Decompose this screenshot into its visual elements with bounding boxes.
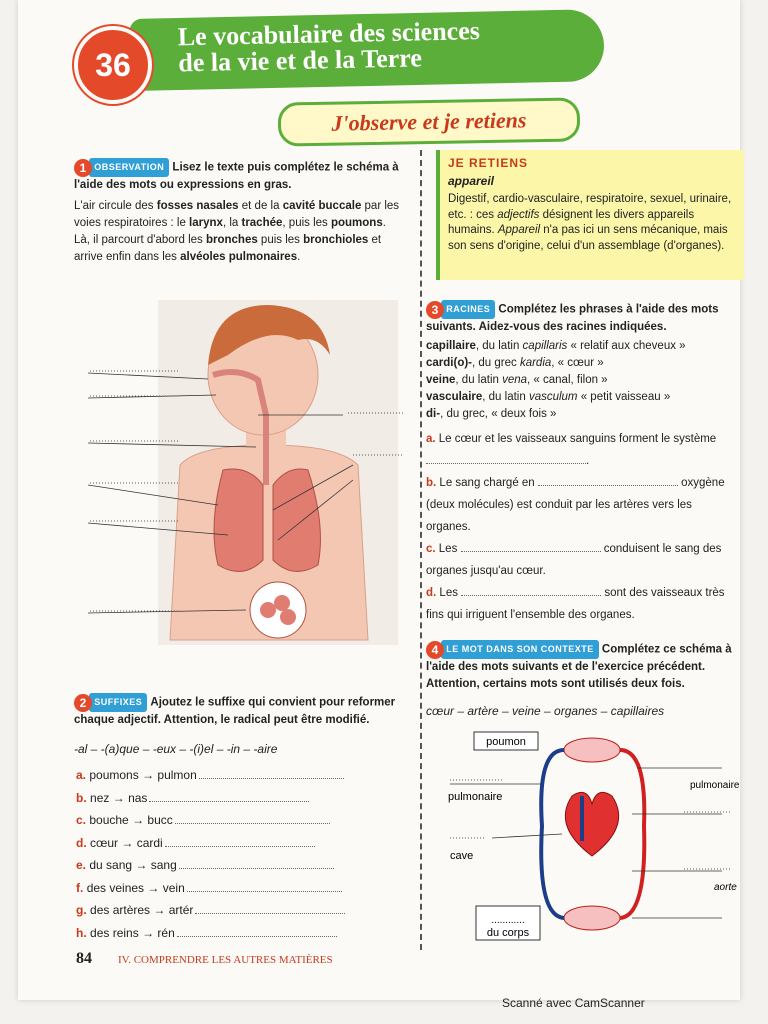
suffix-from: des artères	[90, 903, 151, 917]
ex1-keyword: poumons	[330, 217, 383, 229]
root-row: di-, du grec, « deux fois »	[426, 408, 557, 420]
suffix-item	[76, 879, 342, 897]
ex1-text-part: . Là, il parcourt d'abord les	[74, 217, 386, 246]
ex2-suffix-list: -al – -(a)que – -eux – -(i)el – -in – -aire	[74, 742, 278, 756]
ex1-text-part: et de la	[238, 200, 283, 212]
lesson-number: 36	[74, 26, 152, 104]
ex3-sentence-c: c. Les conduisent le sang des organes jusqu'au cœur.	[426, 543, 722, 577]
ex3-answer-c[interactable]	[461, 551, 601, 552]
ex1-keyword: bronchioles	[303, 234, 369, 246]
ex3-answer-b[interactable]	[538, 485, 678, 486]
suffix-letter: a.	[76, 768, 87, 782]
ex3-badge: RACINES	[441, 300, 495, 319]
label-pulmonaire-left: pulmonaire	[448, 791, 503, 803]
ex3-sentence-a: a. Le cœur et les vaisseaux sanguins forment le système	[426, 433, 717, 445]
ex1-keyword: larynx	[189, 217, 223, 229]
label-cave: cave	[450, 850, 474, 862]
suffix-answer[interactable]	[165, 846, 315, 847]
respiratory-diagram	[68, 295, 408, 655]
arrow-icon: →	[153, 903, 166, 917]
ex3-sentences	[426, 428, 738, 626]
suffix-from: du sang	[89, 858, 133, 872]
ex1-keyword: bronches	[205, 234, 258, 246]
alveoli-shape	[274, 595, 290, 611]
suffix-to: bucc	[147, 813, 173, 827]
ex3-answer-d[interactable]	[461, 595, 601, 596]
suffix-to: vein	[162, 880, 185, 895]
page-title	[178, 16, 599, 77]
suffix-from: poumons	[89, 768, 139, 782]
ex1-text-part: , la	[222, 217, 242, 229]
artery-loop	[620, 750, 644, 918]
label-corps-dots: ............	[491, 915, 525, 926]
suffix-letter: h.	[76, 925, 87, 940]
arrow-icon: →	[135, 858, 148, 872]
footer	[76, 950, 333, 968]
suffix-from: des reins	[90, 925, 139, 940]
suffix-from: nez	[90, 790, 110, 805]
label-corps: du corps	[486, 927, 530, 939]
ex1-instruction: Lisez le texte puis complétez le schéma à l'aide des mots ou expressions en gras.	[74, 161, 399, 191]
ex3-answer-a[interactable]: .	[426, 450, 738, 472]
ex2-instruction-block	[74, 693, 404, 729]
suffix-to: rén	[157, 925, 175, 940]
ex1-text-part: par les voies respiratoires : le	[74, 200, 400, 229]
ex1-number: 1	[74, 159, 92, 177]
label-aorte: aorte	[714, 882, 737, 893]
body-capillaries	[564, 906, 620, 930]
lung-left-shape	[214, 469, 263, 571]
section-subtitle: J'observe et je retiens	[278, 97, 581, 146]
suffix-from: bouche	[89, 813, 129, 827]
suffix-letter: b.	[76, 790, 87, 805]
suffix-letter: c.	[76, 813, 87, 827]
retiens-text-part: n'a pas ici un sens mécanique, mais son sens d'origine, celui d'un assemblage (d'organes).	[448, 224, 728, 252]
circulation-diagram	[422, 726, 740, 948]
ex3-instruction-block	[426, 300, 738, 336]
ex1-text-part: .	[297, 251, 301, 263]
arrow-icon: →	[142, 768, 155, 782]
root-row: cardi(o)-, du grec kardia, « cœur »	[426, 357, 604, 369]
retiens-text-part: désignent les divers appareils humains.	[448, 208, 695, 236]
suffix-to: artér	[168, 903, 194, 917]
ex1-text-part: , puis les	[282, 217, 331, 229]
suffix-answer[interactable]	[175, 823, 330, 824]
footer-section: IV. COMPRENDRE LES AUTRES MATIÈRES	[118, 954, 333, 966]
label-poumon: poumon	[486, 736, 526, 748]
ex3-sentence-b: b. Le sang chargé en oxygène	[426, 477, 725, 489]
retiens-text-part: Appareil	[497, 224, 541, 236]
ex4-badge: LE MOT DANS SON CONTEXTE	[441, 640, 599, 659]
arrow-icon: →	[142, 925, 155, 940]
ex1-text-part: puis les	[257, 234, 304, 246]
heart-shape	[565, 792, 618, 856]
ex3-sentence-b-cont: (deux molécules) est conduit par les artères vers les organes.	[426, 499, 692, 533]
ex2-instruction: Ajoutez le suffixe qui convient pour reformer chaque adjectif. Attention, le radical peut être modifié.	[74, 696, 396, 726]
suffix-item	[76, 789, 309, 807]
page-number: 84	[76, 950, 92, 967]
ex1-keyword: trachée	[241, 217, 283, 229]
ex3-sentence-d: d. Les sont des vaisseaux très fins qui irriguent l'ensemble des organes.	[426, 587, 725, 621]
alveoli-shape	[280, 609, 296, 625]
arrow-icon: →	[132, 813, 145, 827]
scanner-watermark: Scanné avec CamScanner	[502, 996, 645, 1010]
retiens-text-part: adjectifs	[497, 208, 540, 221]
alveoli-zoom	[250, 582, 306, 638]
ex1-keyword: cavité buccale	[282, 200, 362, 212]
ex4-instruction-block	[426, 640, 738, 693]
ex4-number: 4	[426, 641, 444, 659]
root-row: veine, du latin vena, « canal, filon »	[426, 374, 608, 386]
retiens-word: appareil	[448, 174, 495, 188]
arrow-icon: →	[147, 880, 160, 895]
suffix-answer[interactable]	[199, 778, 344, 779]
suffix-answer[interactable]	[195, 913, 345, 914]
suffix-to: sang	[150, 858, 177, 872]
ex1-text	[74, 198, 402, 266]
retiens-text-part: Digestif, cardio-vasculaire, respiratoire, sexuel, urinaire, etc. : ces	[448, 193, 732, 221]
retiens-text	[448, 192, 734, 254]
suffix-item	[76, 924, 337, 942]
suffix-to: pulmon	[157, 768, 197, 782]
ex3-roots	[426, 338, 738, 423]
root-row: vasculaire, du latin vasculum « petit vaisseau »	[426, 391, 671, 403]
ex4-word-list: cœur – artère – veine – organes – capillaires	[426, 704, 665, 718]
alveoli-shape	[260, 602, 276, 618]
ex1-text-part: L'air circule des	[74, 200, 157, 212]
ex1-keyword: alvéoles pulmonaires	[180, 251, 298, 263]
suffix-to: nas	[128, 790, 148, 805]
suffix-answer[interactable]	[187, 891, 342, 892]
root-row: capillaire, du latin capillaris « relatif aux cheveux »	[426, 340, 686, 352]
suffix-item	[76, 766, 344, 784]
suffix-item	[76, 834, 315, 852]
suffix-letter: e.	[76, 858, 87, 872]
ex1-keyword: fosses nasales	[156, 200, 239, 212]
retiens-box	[436, 150, 744, 280]
suffix-letter: f.	[76, 880, 84, 895]
ex1-text-part: et arrive enfin dans les	[74, 234, 382, 263]
page	[18, 0, 740, 1000]
arrow-icon: →	[121, 835, 134, 850]
suffix-item	[76, 901, 345, 919]
arrow-icon: →	[112, 790, 125, 805]
title-line-1: Le vocabulaire des sciences	[177, 16, 481, 52]
suffix-item	[76, 856, 334, 874]
suffix-answer[interactable]	[149, 801, 309, 802]
retiens-title: JE RETIENS	[448, 156, 529, 170]
suffix-from: des veines	[86, 880, 145, 895]
ex3-instruction: Complétez les phrases à l'aide des mots suivants. Aidez-vous des racines indiquées.	[426, 303, 719, 333]
ex1-badge: OBSERVATION	[89, 158, 169, 177]
ex3-number: 3	[426, 301, 444, 319]
lung-capillaries	[564, 738, 620, 762]
label-pulmonaire-right: pulmonaire	[690, 780, 740, 791]
suffix-to: cardi	[136, 835, 163, 850]
suffix-letter: g.	[76, 903, 87, 917]
suffix-answer[interactable]	[179, 868, 334, 869]
suffix-item	[76, 811, 330, 829]
ex2-number: 2	[74, 694, 92, 712]
suffix-answer[interactable]	[177, 936, 337, 937]
ex1-instruction-block	[74, 158, 402, 194]
ex2-badge: SUFFIXES	[89, 693, 147, 712]
ex4-instruction: Complétez ce schéma à l'aide des mots suivants et de l'exercice précédent. Attention, certains mots sont utilisés deux fois.	[426, 643, 732, 690]
suffix-from: cœur	[90, 835, 119, 850]
suffix-letter: d.	[76, 835, 87, 850]
title-line-2: de la vie et de la Terre	[178, 43, 423, 78]
